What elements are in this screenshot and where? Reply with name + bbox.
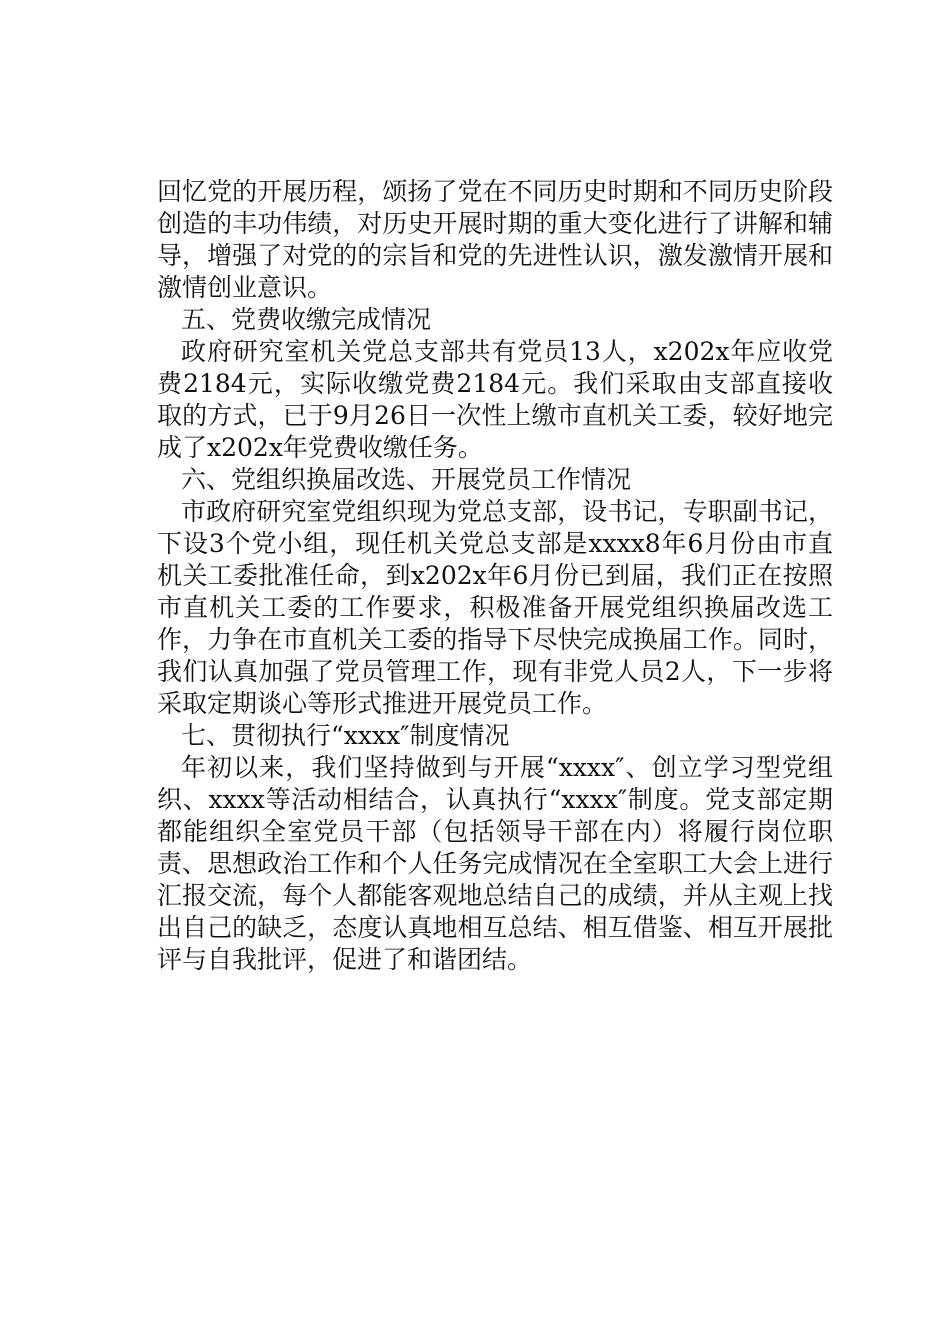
paragraph-body: 回忆党的开展历程，颂扬了党在不同历史时期和不同历史阶段创造的丰功伟绩，对历史开展时期的重大变化进行了讲解和辅导，增强了对党的的宗旨和党的先进性认识，激发激情开展和激情创业意识。: [157, 177, 833, 302]
document-body: [157, 176, 833, 976]
paragraph-body: 政府研究室机关党总支部共有党员13人，x202x年应收党费2184元，实际收缴党费2184元。我们采取由支部直接收取的方式，已于9月26日一次性上缴市直机关工委，较好地完成了x202x年党费收缴任务。: [157, 337, 833, 462]
section-heading-7: 七、贯彻执行“xxxx″制度情况: [181, 721, 510, 750]
section-heading-5: 五、党费收缴完成情况: [181, 305, 432, 334]
section-heading-6: 六、党组织换届改选、开展党员工作情况: [181, 465, 632, 494]
paragraph-body: 市政府研究室党组织现为党总支部，设书记，专职副书记，下设3个党小组，现任机关党总支部是xxxx8年6月份由市直机关工委批准任命，到x202x年6月份已到届，我们正在按照市直机关工委的工作要求，积极准备开展党组织换届改选工作，力争在市直机关工委的指导下尽快完成换届工作。同时，我们认真加强了党员管理工作，现有非党人员2人，下一步将采取定期谈心等形式推进开展党员工作。: [157, 497, 833, 718]
paragraph-body: 年初以来，我们坚持做到与开展“xxxx″、创立学习型党组织、xxxx等活动相结合，认真执行“xxxx″制度。党支部定期都能组织全室党员干部（包括领导干部在内）将履行岗位职责、思想政治工作和个人任务完成情况在全室职工大会上进行汇报交流，每个人都能客观地总结自己的成绩，并从主观上找出自己的缺乏，态度认真地相互总结、相互借鉴、相互开展批评与自我批评，促进了和谐团结。: [157, 753, 833, 974]
